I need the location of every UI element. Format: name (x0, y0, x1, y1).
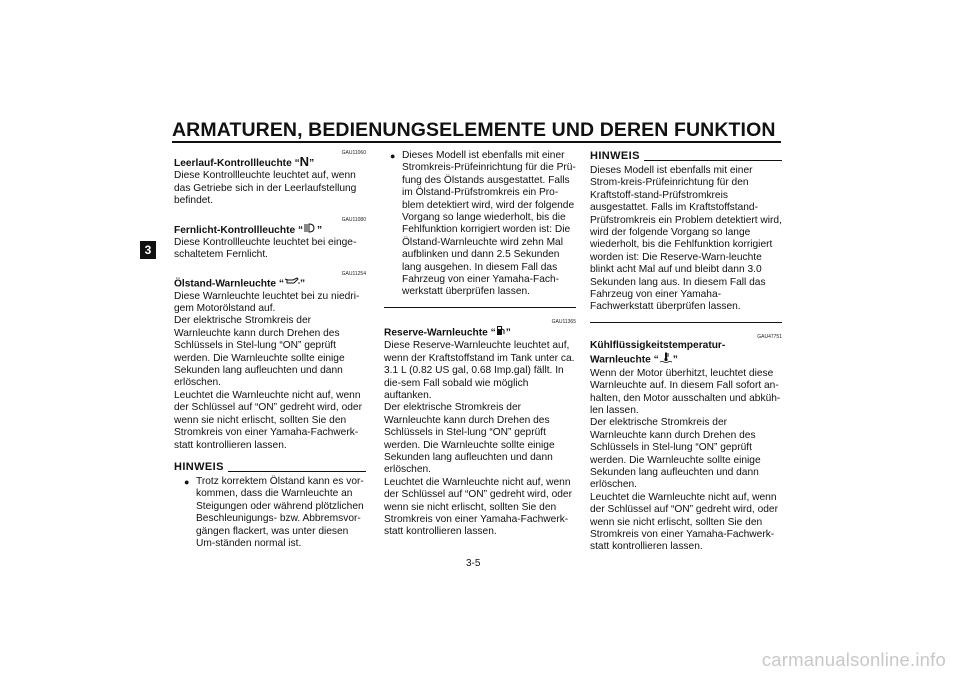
page-number: 3-5 (466, 558, 481, 569)
page-title: ARMATUREN, BEDIENUNGSELEMENTE UND DEREN FUNKTION (172, 119, 776, 141)
column-right (590, 150, 782, 563)
section-heading-line1: Kühlflüssigkeitstemperatur- (590, 339, 726, 351)
note-text: Dieses Modell ist ebenfalls mit einer Strom-kreis-Prüfeinrichtung für den Kraftstoff-stand-Prüfstromkreis ausgestattet. Falls im Kraftstoffstand-Prüfstromkreis ein Problem detektiert wird, wird der folgende Vorgang so lange wiederholt, bis die Fehlfunktion korrigiert worden ist: Die Reserve-Warn-leuchte blinkt acht Mal auf und bleibt dann 3.0 Sekunden lang aus. In diesem Fall das Fahrzeug von einer Yamaha-Fachwerkstatt überprüfen lassen. (590, 165, 782, 313)
section-text: Leuchtet die Warnleuchte nicht auf, wenn der Schlüssel auf “ON” gedreht wird, oder wenn sie nicht erlischt, sollten Sie den Stromkreis von einer Yamaha-Fachwerk-statt kontrollieren lassen. (174, 389, 362, 451)
bullet-icon: ● (390, 151, 396, 161)
bullet-icon: ● (184, 476, 190, 487)
section-text: Der elektrische Stromkreis der Warnleuchte kann durch Drehen des Schlüssels in Stel-lung “ON” geprüft werden. Die Warnleuchte sollte einige Sekunden lang aufleuchten und dann erlöschen. (174, 315, 345, 389)
section-heading: Fernlicht-Kontrollleuchte “ ” (174, 224, 323, 236)
section-code: GAU47751 (757, 333, 782, 340)
fuel-pump-icon (496, 325, 506, 340)
section-text: Der elektrische Stromkreis der Warnleuchte kann durch Drehen des Schlüssels in Stel-lung “ON” geprüft werden. Die Warnleuchte sollte einige Sekunden lang aufleuchten und dann erlöschen. (384, 402, 555, 476)
note-rule (228, 471, 366, 472)
column-left (174, 150, 366, 550)
note-end-rule (384, 307, 576, 308)
note-header (174, 461, 366, 474)
note-end-rule (590, 322, 782, 323)
section-fuel-reserve (384, 319, 576, 539)
section-code: GAU11254 (341, 270, 366, 277)
section-text: Diese Reserve-Warnleuchte leuchtet auf, wenn der Kraftstoffstand im Tank unter ca. 3.1 L (0.82 US gal, 0.68 Imp.gal) fällt. In die-sem Fall sobald wie möglich auftanken. (384, 340, 575, 401)
section-heading: Leerlauf-Kontrollleuchte “N” (174, 154, 315, 169)
note-header (590, 150, 782, 163)
section-heading: Ölstand-Warnleuchte “ ” (174, 278, 306, 290)
note-label: HINWEIS (174, 460, 224, 473)
section-code: GAU11080 (341, 216, 366, 223)
column-middle (384, 150, 576, 548)
section-coolant-temperature (590, 334, 782, 554)
bullet-text: Dieses Modell ist ebenfalls mit einer Stromkreis-Prüfeinrichtung für die Prü-fung des Ölstands ausgestattet. Falls im Ölstand-Prüfstromkreis ein Pro-blem detektiert wird, wird der folgende Vorgang so lange wiederholt, bis die Fehlfunktion korrigiert worden ist: Die Ölstand-Warnleuchte wird zehn Mal aufblinken und dann 2.5 Sekunden lang ausgehen. In diesem Fall das Fahrzeug von einer Yamaha-Fach-werkstatt überprüfen lassen. (402, 150, 576, 298)
section-text: Wenn der Motor überhitzt, leuchtet diese Warnleuchte auf. In diesem Fall sofort an-halten, den Motor ausschalten und abküh-len lassen. (590, 367, 781, 416)
section-neutral-indicator (174, 150, 366, 208)
section-text: Diese Kontrollleuchte leuchtet auf, wenn das Getriebe sich in der Leerlaufstellung befindet. (174, 170, 357, 207)
section-code: GAU11060 (341, 150, 366, 156)
section-code: GAU11365 (551, 318, 576, 325)
neutral-symbol-icon: N (299, 154, 310, 169)
title-rule (172, 141, 781, 143)
note-label: HINWEIS (590, 150, 640, 162)
note-bullet (384, 150, 576, 299)
watermark: carmanualsonline.info (761, 649, 946, 670)
bullet-text: Trotz korrektem Ölstand kann es vor-kommen, dass die Warnleuchte an Steigungen oder während plötzlichen Beschleunigungs- bzw. Abbremsvor-gängen flackert, was unter diesen Um-ständen normal ist. (196, 475, 364, 549)
note-rule (644, 160, 782, 161)
section-heading: Reserve-Warnleuchte “ ” (384, 325, 576, 340)
section-text: Der elektrische Stromkreis der Warnleuchte kann durch Drehen des Schlüssels in Stel-lung “ON” geprüft werden. Die Warnleuchte sollte einige Sekunden lang aufleuchten und dann erlöschen. (590, 417, 761, 491)
oil-can-icon (284, 277, 300, 290)
section-oil-warning (174, 271, 366, 452)
section-text: Diese Warnleuchte leuchtet bei zu niedri-gem Motorölstand auf. (174, 290, 360, 315)
section-text: Diese Kontrollleuchte leuchtet bei einge-schaltetem Fernlicht. (174, 237, 357, 261)
chapter-tab: 3 (140, 241, 156, 259)
section-high-beam (174, 217, 366, 262)
coolant-temperature-icon (659, 352, 673, 367)
note-bullet (174, 476, 366, 550)
high-beam-icon (303, 223, 317, 237)
section-text: Leuchtet die Warnleuchte nicht auf, wenn der Schlüssel auf “ON” gedreht wird, oder wenn sie nicht erlischt, sollten Sie den Stromkreis von einer Yamaha-Fachwerk-statt kontrollieren lassen. (590, 491, 778, 553)
section-heading: Warnleuchte “ ” (590, 352, 782, 367)
section-text: Leuchtet die Warnleuchte nicht auf, wenn der Schlüssel auf “ON” gedreht wird, oder wenn sie nicht erlischt, sollten Sie den Stromkreis von einer Yamaha-Fachwerk-statt kontrollieren lassen. (384, 476, 572, 538)
